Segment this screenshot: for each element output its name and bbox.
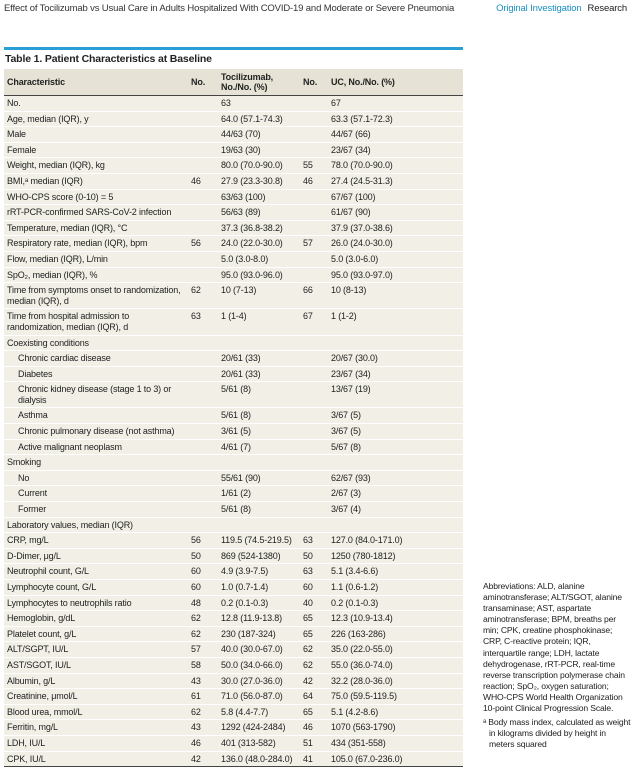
row-tocilizumab: 136.0 (48.0-284.0) xyxy=(218,751,300,767)
section-label xyxy=(496,3,627,14)
row-tocilizumab: 63 xyxy=(218,96,300,112)
row-no-toci: 62 xyxy=(188,611,218,627)
row-no-toci: 56 xyxy=(188,533,218,549)
row-characteristic: Active malignant neoplasm xyxy=(4,439,188,455)
table-row xyxy=(4,455,463,471)
row-no-toci: 62 xyxy=(188,626,218,642)
table-row xyxy=(4,533,463,549)
row-no-uc xyxy=(300,502,328,518)
row-no-toci xyxy=(188,470,218,486)
row-characteristic: Temperature, median (IQR), °C xyxy=(4,220,188,236)
row-no-toci: 60 xyxy=(188,580,218,596)
row-tocilizumab: 0.2 (0.1-0.3) xyxy=(218,595,300,611)
table-row xyxy=(4,657,463,673)
row-no-uc: 40 xyxy=(300,595,328,611)
table-row xyxy=(4,735,463,751)
row-tocilizumab: 40.0 (30.0-67.0) xyxy=(218,642,300,658)
row-characteristic: LDH, IU/L xyxy=(4,735,188,751)
row-uc: 12.3 (10.9-13.4) xyxy=(328,611,463,627)
row-no-uc xyxy=(300,455,328,471)
row-uc: 67 xyxy=(328,96,463,112)
row-characteristic: Female xyxy=(4,142,188,158)
row-characteristic: Albumin, g/L xyxy=(4,673,188,689)
row-tocilizumab: 869 (524-1380) xyxy=(218,548,300,564)
row-no-toci xyxy=(188,408,218,424)
table-row xyxy=(4,439,463,455)
row-uc: 1.1 (0.6-1.2) xyxy=(328,580,463,596)
table-row xyxy=(4,267,463,283)
row-characteristic: Lymphocyte count, G/L xyxy=(4,580,188,596)
table-row xyxy=(4,673,463,689)
row-no-toci xyxy=(188,267,218,283)
col-tocilizumab: Tocilizumab, No./No. (%) xyxy=(218,69,300,96)
row-tocilizumab: 44/63 (70) xyxy=(218,127,300,143)
row-tocilizumab: 119.5 (74.5-219.5) xyxy=(218,533,300,549)
row-characteristic: CRP, mg/L xyxy=(4,533,188,549)
row-uc: 20/67 (30.0) xyxy=(328,351,463,367)
row-no-uc: 46 xyxy=(300,173,328,189)
row-tocilizumab: 10 (7-13) xyxy=(218,283,300,309)
row-uc: 75.0 (59.5-119.5) xyxy=(328,689,463,705)
table-row xyxy=(4,220,463,236)
row-no-toci: 42 xyxy=(188,751,218,767)
row-no-uc: 50 xyxy=(300,548,328,564)
row-no-toci: 46 xyxy=(188,735,218,751)
row-characteristic: Chronic kidney disease (stage 1 to 3) or dialysis xyxy=(4,382,188,408)
row-uc: 55.0 (36.0-74.0) xyxy=(328,657,463,673)
row-uc: 5.1 (4.2-8.6) xyxy=(328,704,463,720)
row-no-uc xyxy=(300,424,328,440)
row-no-toci: 62 xyxy=(188,704,218,720)
row-tocilizumab: 4.9 (3.9-7.5) xyxy=(218,564,300,580)
row-no-toci xyxy=(188,502,218,518)
row-tocilizumab: 24.0 (22.0-30.0) xyxy=(218,236,300,252)
row-no-toci: 57 xyxy=(188,642,218,658)
row-no-uc: 67 xyxy=(300,309,328,335)
table-row xyxy=(4,382,463,408)
row-uc: 3/67 (5) xyxy=(328,408,463,424)
row-uc xyxy=(328,517,463,533)
row-no-toci: 48 xyxy=(188,595,218,611)
table-row xyxy=(4,111,463,127)
row-no-toci: 63 xyxy=(188,309,218,335)
row-characteristic: Current xyxy=(4,486,188,502)
row-no-toci xyxy=(188,158,218,174)
table-row xyxy=(4,424,463,440)
row-uc: 13/67 (19) xyxy=(328,382,463,408)
row-no-uc xyxy=(300,111,328,127)
row-no-toci xyxy=(188,517,218,533)
row-characteristic: Creatinine, μmol/L xyxy=(4,689,188,705)
row-no-toci xyxy=(188,382,218,408)
running-header-title: Effect of Tocilizumab vs Usual Care in Adults Hospitalized With COVID-19 and Moderate or Severe Pneumonia xyxy=(4,3,455,14)
row-no-uc xyxy=(300,408,328,424)
row-no-toci xyxy=(188,127,218,143)
row-no-uc xyxy=(300,366,328,382)
row-tocilizumab: 5/61 (8) xyxy=(218,408,300,424)
row-no-uc: 63 xyxy=(300,564,328,580)
table-row xyxy=(4,158,463,174)
row-uc: 10 (8-13) xyxy=(328,283,463,309)
table-notes xyxy=(483,581,633,750)
row-tocilizumab: 30.0 (27.0-36.0) xyxy=(218,673,300,689)
row-no-uc: 62 xyxy=(300,657,328,673)
row-uc: 67/67 (100) xyxy=(328,189,463,205)
row-no-uc xyxy=(300,335,328,351)
row-no-uc: 57 xyxy=(300,236,328,252)
row-uc: 5.0 (3.0-6.0) xyxy=(328,251,463,267)
table-row xyxy=(4,205,463,221)
row-no-uc xyxy=(300,189,328,205)
table-row xyxy=(4,751,463,767)
table-row xyxy=(4,309,463,335)
row-characteristic: Lymphocytes to neutrophils ratio xyxy=(4,595,188,611)
row-no-uc xyxy=(300,470,328,486)
col-uc: UC, No./No. (%) xyxy=(328,69,463,96)
row-characteristic: Weight, median (IQR), kg xyxy=(4,158,188,174)
row-tocilizumab: 1 (1-4) xyxy=(218,309,300,335)
row-tocilizumab: 50.0 (34.0-66.0) xyxy=(218,657,300,673)
row-uc: 44/67 (66) xyxy=(328,127,463,143)
row-uc: 32.2 (28.0-36.0) xyxy=(328,673,463,689)
row-no-toci xyxy=(188,142,218,158)
table-row xyxy=(4,251,463,267)
row-no-toci: 61 xyxy=(188,689,218,705)
row-tocilizumab xyxy=(218,455,300,471)
row-characteristic: Male xyxy=(4,127,188,143)
row-no-uc xyxy=(300,96,328,112)
row-tocilizumab: 37.3 (36.8-38.2) xyxy=(218,220,300,236)
row-no-uc: 63 xyxy=(300,533,328,549)
col-no-toci: No. xyxy=(188,69,218,96)
table-row xyxy=(4,283,463,309)
row-tocilizumab: 401 (313-582) xyxy=(218,735,300,751)
row-uc: 1070 (563-1790) xyxy=(328,720,463,736)
row-characteristic: WHO-CPS score (0-10) = 5 xyxy=(4,189,188,205)
row-characteristic: Respiratory rate, median (IQR), bpm xyxy=(4,236,188,252)
category-label: Research xyxy=(587,3,627,14)
row-tocilizumab: 71.0 (56.0-87.0) xyxy=(218,689,300,705)
row-no-toci xyxy=(188,335,218,351)
row-uc: 62/67 (93) xyxy=(328,470,463,486)
table-row xyxy=(4,502,463,518)
abbreviations-note: Abbreviations: ALD, alanine aminotransferase; ALT/SGOT, alanine transaminase; AST, aspartate aminotransferase; BPM, breaths per min; CPK, creatine phosphokinase; CRP, C-reactive protein; IQR, interquartile range; LDH, lactate dehydrogenase, rRT-PCR, real-time reverse transcription polymerase chain reaction; SpO₂, oxygen saturation; WHO-CPS World Health Organization 10-point Clinical Progression Scale. xyxy=(483,581,625,714)
row-characteristic: Time from hospital admission to randomization, median (IQR), d xyxy=(4,309,188,335)
row-no-uc xyxy=(300,486,328,502)
table-top-rule xyxy=(4,47,463,50)
row-no-uc: 65 xyxy=(300,704,328,720)
row-no-uc: 51 xyxy=(300,735,328,751)
footnote-a: ᵃ Body mass index, calculated as weight in kilograms divided by height in meters squared xyxy=(483,717,631,750)
row-no-uc xyxy=(300,142,328,158)
row-uc: 434 (351-558) xyxy=(328,735,463,751)
col-characteristic: Characteristic xyxy=(4,69,188,96)
table-row xyxy=(4,595,463,611)
row-no-toci xyxy=(188,205,218,221)
row-characteristic: D-Dimer, μg/L xyxy=(4,548,188,564)
row-characteristic: BMI,ᵃ median (IQR) xyxy=(4,173,188,189)
row-no-toci xyxy=(188,424,218,440)
table-title: Table 1. Patient Characteristics at Baseline xyxy=(5,53,212,65)
row-no-toci: 43 xyxy=(188,673,218,689)
row-uc: 3/67 (5) xyxy=(328,424,463,440)
row-uc: 35.0 (22.0-55.0) xyxy=(328,642,463,658)
row-uc: 1 (1-2) xyxy=(328,309,463,335)
row-tocilizumab: 3/61 (5) xyxy=(218,424,300,440)
row-uc: 2/67 (3) xyxy=(328,486,463,502)
row-no-uc xyxy=(300,127,328,143)
row-tocilizumab xyxy=(218,335,300,351)
row-characteristic: Time from symptoms onset to randomization, median (IQR), d xyxy=(4,283,188,309)
row-uc: 23/67 (34) xyxy=(328,366,463,382)
original-investigation-link[interactable]: Original Investigation xyxy=(496,3,582,14)
row-uc: 105.0 (67.0-236.0) xyxy=(328,751,463,767)
table-row xyxy=(4,189,463,205)
row-uc: 226 (163-286) xyxy=(328,626,463,642)
row-characteristic: Platelet count, g/L xyxy=(4,626,188,642)
row-no-uc xyxy=(300,205,328,221)
row-no-toci xyxy=(188,455,218,471)
row-characteristic: No xyxy=(4,470,188,486)
row-characteristic: Coexisting conditions xyxy=(4,335,188,351)
table-row xyxy=(4,408,463,424)
row-characteristic: Laboratory values, median (IQR) xyxy=(4,517,188,533)
row-tocilizumab xyxy=(218,517,300,533)
row-tocilizumab: 20/61 (33) xyxy=(218,351,300,367)
row-tocilizumab: 5.0 (3.0-8.0) xyxy=(218,251,300,267)
row-uc: 95.0 (93.0-97.0) xyxy=(328,267,463,283)
row-uc: 5/67 (8) xyxy=(328,439,463,455)
row-tocilizumab: 12.8 (11.9-13.8) xyxy=(218,611,300,627)
row-no-toci xyxy=(188,189,218,205)
row-no-toci: 43 xyxy=(188,720,218,736)
row-uc xyxy=(328,455,463,471)
table-row xyxy=(4,351,463,367)
row-characteristic: Diabetes xyxy=(4,366,188,382)
row-uc: 37.9 (37.0-38.6) xyxy=(328,220,463,236)
row-no-uc: 60 xyxy=(300,580,328,596)
table-row xyxy=(4,580,463,596)
table-row xyxy=(4,548,463,564)
row-characteristic: Neutrophil count, G/L xyxy=(4,564,188,580)
table-row xyxy=(4,127,463,143)
row-no-uc xyxy=(300,251,328,267)
row-tocilizumab: 5.8 (4.4-7.7) xyxy=(218,704,300,720)
row-characteristic: rRT-PCR-confirmed SARS-CoV-2 infection xyxy=(4,205,188,221)
table-row xyxy=(4,517,463,533)
row-no-uc: 66 xyxy=(300,283,328,309)
row-tocilizumab: 1/61 (2) xyxy=(218,486,300,502)
row-uc: 27.4 (24.5-31.3) xyxy=(328,173,463,189)
row-characteristic: CPK, IU/L xyxy=(4,751,188,767)
row-no-toci: 46 xyxy=(188,173,218,189)
row-no-uc: 42 xyxy=(300,673,328,689)
row-uc: 0.2 (0.1-0.3) xyxy=(328,595,463,611)
row-no-toci xyxy=(188,96,218,112)
row-uc: 23/67 (34) xyxy=(328,142,463,158)
table-row xyxy=(4,611,463,627)
table-row xyxy=(4,704,463,720)
row-no-toci xyxy=(188,439,218,455)
table-row xyxy=(4,720,463,736)
table-row xyxy=(4,486,463,502)
table-row xyxy=(4,96,463,112)
row-characteristic: Chronic pulmonary disease (not asthma) xyxy=(4,424,188,440)
row-characteristic: Blood urea, mmol/L xyxy=(4,704,188,720)
row-tocilizumab: 27.9 (23.3-30.8) xyxy=(218,173,300,189)
table-header-row xyxy=(4,69,463,96)
row-tocilizumab: 1292 (424-2484) xyxy=(218,720,300,736)
row-uc: 1250 (780-1812) xyxy=(328,548,463,564)
row-tocilizumab: 55/61 (90) xyxy=(218,470,300,486)
row-no-toci xyxy=(188,251,218,267)
row-no-uc: 64 xyxy=(300,689,328,705)
row-tocilizumab: 230 (187-324) xyxy=(218,626,300,642)
row-tocilizumab: 19/63 (30) xyxy=(218,142,300,158)
row-no-toci xyxy=(188,486,218,502)
patient-characteristics-table xyxy=(4,69,463,767)
row-tocilizumab: 5/61 (8) xyxy=(218,382,300,408)
table-row xyxy=(4,626,463,642)
row-tocilizumab: 63/63 (100) xyxy=(218,189,300,205)
row-no-toci xyxy=(188,351,218,367)
table-row xyxy=(4,236,463,252)
row-uc: 26.0 (24.0-30.0) xyxy=(328,236,463,252)
table-row xyxy=(4,142,463,158)
row-no-uc xyxy=(300,439,328,455)
row-tocilizumab: 64.0 (57.1-74.3) xyxy=(218,111,300,127)
row-characteristic: Former xyxy=(4,502,188,518)
table-row xyxy=(4,689,463,705)
table-row xyxy=(4,642,463,658)
row-no-toci xyxy=(188,111,218,127)
row-characteristic: Ferritin, mg/L xyxy=(4,720,188,736)
row-no-uc: 55 xyxy=(300,158,328,174)
row-no-uc: 65 xyxy=(300,626,328,642)
row-characteristic: Hemoglobin, g/dL xyxy=(4,611,188,627)
row-tocilizumab: 95.0 (93.0-96.0) xyxy=(218,267,300,283)
row-tocilizumab: 20/61 (33) xyxy=(218,366,300,382)
table-row xyxy=(4,335,463,351)
row-no-uc xyxy=(300,220,328,236)
col-no-uc: No. xyxy=(300,69,328,96)
row-no-uc xyxy=(300,267,328,283)
row-uc: 78.0 (70.0-90.0) xyxy=(328,158,463,174)
row-characteristic: Asthma xyxy=(4,408,188,424)
row-uc: 63.3 (57.1-72.3) xyxy=(328,111,463,127)
row-no-uc: 65 xyxy=(300,611,328,627)
row-uc: 3/67 (4) xyxy=(328,502,463,518)
row-tocilizumab: 80.0 (70.0-90.0) xyxy=(218,158,300,174)
row-uc xyxy=(328,335,463,351)
row-no-toci: 50 xyxy=(188,548,218,564)
row-characteristic: Flow, median (IQR), L/min xyxy=(4,251,188,267)
row-no-uc: 62 xyxy=(300,642,328,658)
row-no-toci: 58 xyxy=(188,657,218,673)
row-characteristic: Smoking xyxy=(4,455,188,471)
row-tocilizumab: 56/63 (89) xyxy=(218,205,300,221)
row-no-uc: 41 xyxy=(300,751,328,767)
row-characteristic: Chronic cardiac disease xyxy=(4,351,188,367)
row-no-uc xyxy=(300,382,328,408)
row-uc: 127.0 (84.0-171.0) xyxy=(328,533,463,549)
row-uc: 61/67 (90) xyxy=(328,205,463,221)
row-no-toci: 62 xyxy=(188,283,218,309)
row-no-uc xyxy=(300,351,328,367)
row-no-toci: 56 xyxy=(188,236,218,252)
row-characteristic: ALT/SGPT, IU/L xyxy=(4,642,188,658)
row-no-uc xyxy=(300,517,328,533)
table-row xyxy=(4,470,463,486)
row-no-toci xyxy=(188,366,218,382)
row-uc: 5.1 (3.4-6.6) xyxy=(328,564,463,580)
row-no-toci xyxy=(188,220,218,236)
row-characteristic: Age, median (IQR), y xyxy=(4,111,188,127)
table-row xyxy=(4,564,463,580)
row-tocilizumab: 5/61 (8) xyxy=(218,502,300,518)
row-no-uc: 46 xyxy=(300,720,328,736)
row-characteristic: SpO₂, median (IQR), % xyxy=(4,267,188,283)
table-row xyxy=(4,173,463,189)
row-characteristic: AST/SGOT, IU/L xyxy=(4,657,188,673)
row-tocilizumab: 4/61 (7) xyxy=(218,439,300,455)
table-row xyxy=(4,366,463,382)
row-tocilizumab: 1.0 (0.7-1.4) xyxy=(218,580,300,596)
row-no-toci: 60 xyxy=(188,564,218,580)
row-characteristic: No. xyxy=(4,96,188,112)
